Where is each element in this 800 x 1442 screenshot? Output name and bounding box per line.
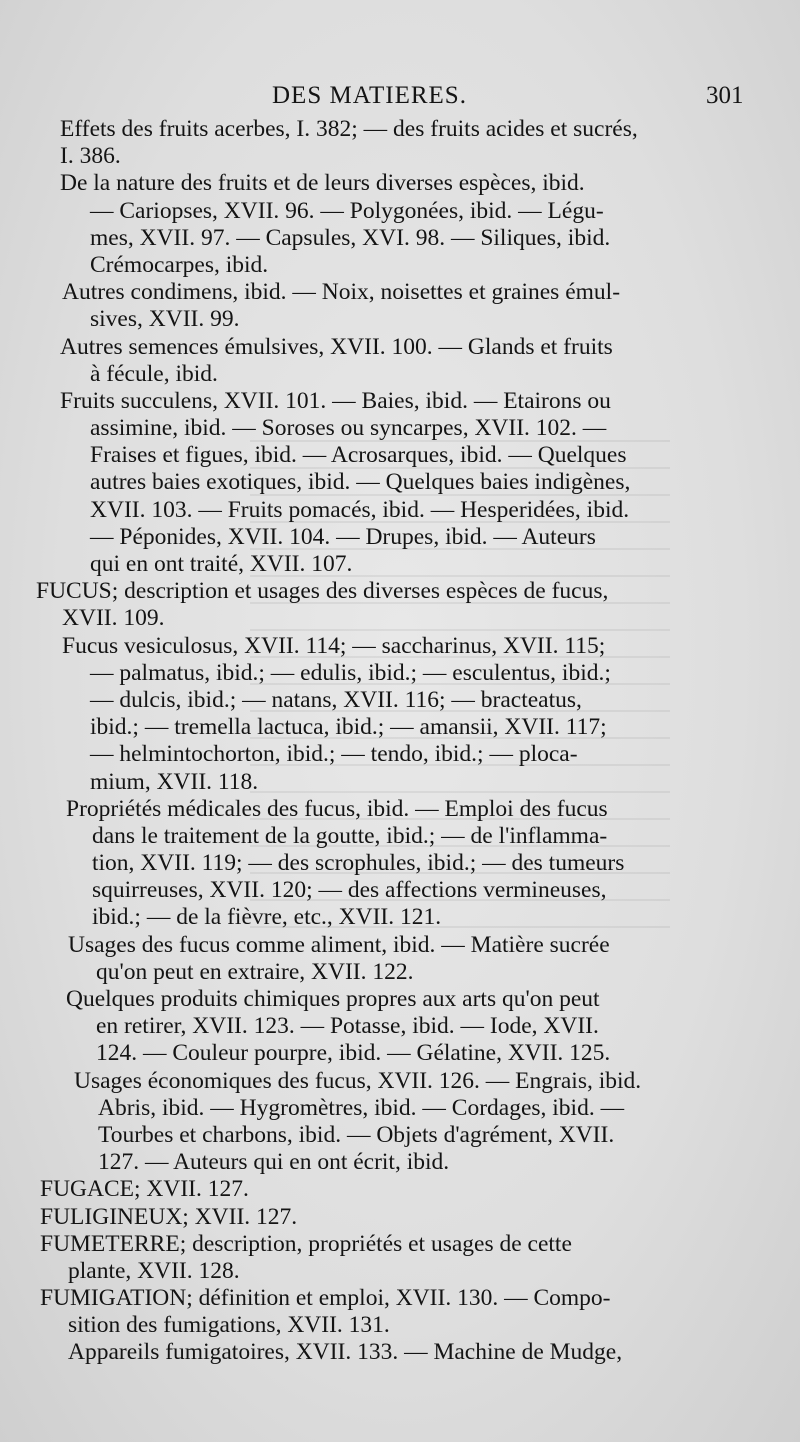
index-line: 127. — Auteurs qui en ont écrit, ibid.	[98, 1149, 450, 1176]
index-line: sition des fumigations, XVII. 131.	[68, 1312, 390, 1339]
index-line: Propriétés médicales des fucus, ibid. — Emploi des fucus	[66, 795, 608, 822]
index-line: Autres semences émulsives, XVII. 100. — Glands et fruits	[60, 333, 613, 360]
index-line: Appareils fumigatoires, XVII. 133. — Machine de Mudge,	[68, 1339, 623, 1366]
index-line: — dulcis, ibid.; — natans, XVII. 116; — bracteatus,	[90, 686, 582, 713]
index-line: FUMETERRE; description, propriétés et usages de cette	[40, 1230, 572, 1257]
index-line: FUGACE; XVII. 127.	[40, 1176, 249, 1203]
index-line: Autres condimens, ibid. — Noix, noisettes et graines émul-	[62, 279, 621, 306]
index-line: FUCUS; description et usages des diverses espèces de fucus,	[36, 578, 609, 605]
index-line: Abris, ibid. — Hygromètres, ibid. — Cordages, ibid. —	[98, 1094, 625, 1121]
running-title: DES MATIERES.	[272, 82, 467, 109]
index-line: De la nature des fruits et de leurs diverses espèces, ibid.	[60, 170, 585, 197]
index-line: qui en ont traité, XVII. 107.	[90, 551, 353, 577]
index-line: Quelques produits chimiques propres aux arts qu'on peut	[66, 986, 600, 1012]
index-line: tion, XVII. 119; — des scrophules, ibid.; — des tumeurs	[92, 850, 625, 877]
index-line: XVII. 109.	[62, 605, 165, 632]
index-line: plante, XVII. 128.	[68, 1257, 240, 1284]
index-line: — palmatus, ibid.; — edulis, ibid.; — esculentus, ibid.;	[90, 659, 611, 686]
index-line: sives, XVII. 99.	[90, 306, 240, 333]
index-line: XVII. 103. — Fruits pomacés, ibid. — Hesperidées, ibid.	[90, 496, 630, 523]
index-line: ibid.; — tremella lactuca, ibid.; — amansii, XVII. 117;	[90, 714, 607, 741]
index-line: Fucus vesiculosus, XVII. 114; — saccharinus, XVII. 115;	[62, 632, 606, 659]
index-line: ibid.; — de la fièvre, etc., XVII. 121.	[92, 904, 442, 931]
index-line: Usages des fucus comme aliment, ibid. — Matière sucrée	[68, 931, 610, 958]
index-line: mium, XVII. 118.	[90, 768, 259, 795]
index-line: dans le traitement de la goutte, ibid.; — de l'inflamma-	[92, 822, 608, 849]
index-line: Fruits succulens, XVII. 101. — Baies, ibid. — Etairons ou	[60, 387, 611, 414]
index-line: qu'on peut en extraire, XVII. 122.	[96, 958, 414, 985]
index-line: — Cariopses, XVII. 96. — Polygonées, ibid. — Légu-	[90, 197, 604, 224]
index-line: Crémocarpes, ibid.	[90, 251, 269, 278]
index-line: Tourbes et charbons, ibid. — Objets d'agrément, XVII.	[98, 1121, 615, 1148]
index-line: autres baies exotiques, ibid. — Quelques baies indigènes,	[90, 469, 631, 496]
index-line: à fécule, ibid.	[90, 360, 218, 387]
index-line: Effets des fruits acerbes, I. 382; — des fruits acides et sucrés,	[60, 116, 638, 142]
index-line: FUMIGATION; définition et emploi, XVII. 130. — Compo-	[40, 1285, 611, 1312]
index-line: assimine, ibid. — Soroses ou syncarpes, XVII. 102. —	[90, 415, 607, 442]
index-line: — Péponides, XVII. 104. — Drupes, ibid. — Auteurs	[90, 523, 596, 550]
index-line: en retirer, XVII. 123. — Potasse, ibid. — Iode, XVII.	[96, 1013, 599, 1040]
index-line: I. 386.	[60, 143, 121, 170]
index-line: Usages économiques des fucus, XVII. 126. — Engrais, ibid.	[74, 1067, 642, 1094]
index-entries	[36, 116, 766, 1367]
index-line: — helmintochorton, ibid.; — tendo, ibid.; — ploca-	[90, 741, 578, 768]
index-line: squirreuses, XVII. 120; — des affections vermineuses,	[92, 877, 607, 904]
index-line: Fraises et figues, ibid. — Acrosarques, ibid. — Quelques	[90, 442, 627, 469]
index-line: 124. — Couleur pourpre, ibid. — Gélatine, XVII. 125.	[96, 1040, 611, 1067]
index-line: FULIGINEUX; XVII. 127.	[40, 1203, 298, 1230]
index-line: mes, XVII. 97. — Capsules, XVI. 98. — Siliques, ibid.	[90, 224, 611, 251]
page-number: 301	[706, 82, 744, 109]
